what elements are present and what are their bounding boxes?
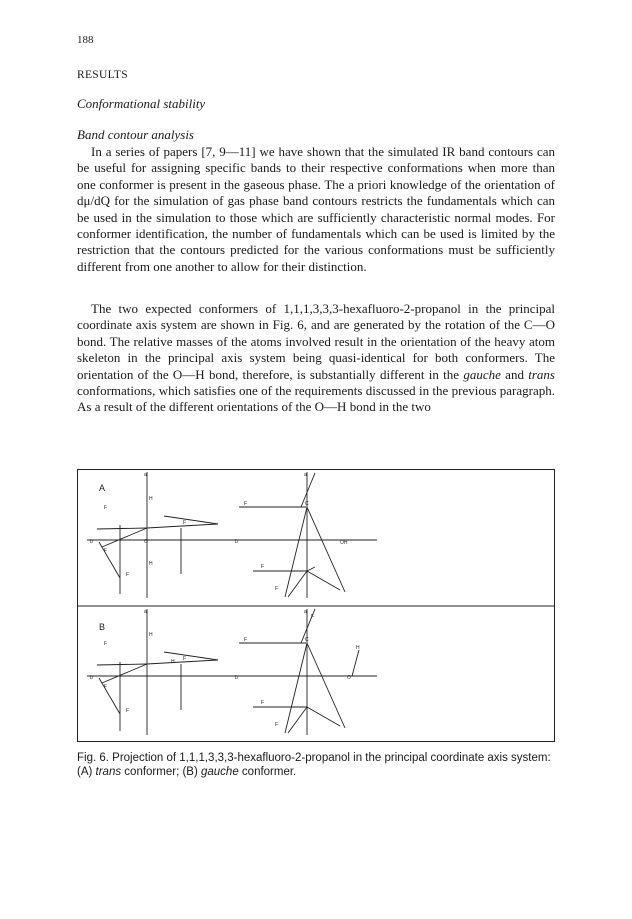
caption-gauche: gauche	[201, 766, 239, 778]
panel-a-atom-o: O	[144, 539, 148, 545]
panel-b-atom-c-right: C	[305, 637, 309, 643]
caption-prefix: Fig. 6. Projection of 1,1,1,3,3,3-hexafluoro-2-propanol in the principal coordinate axis system: (A)	[77, 752, 551, 778]
panel-b-atom-f8: F	[275, 722, 279, 728]
panel-a-atom-f5: F	[244, 501, 248, 507]
panel-a-label: A	[99, 483, 106, 493]
subsection-heading-band-contour: Band contour analysis	[77, 127, 194, 142]
panel-a-atom-f2: F	[183, 520, 187, 526]
panel-b-atom-o: O	[347, 675, 351, 681]
panel-b-atom-h2: H	[171, 659, 175, 665]
paragraph-conformers-gauche: gauche	[463, 366, 501, 382]
panel-b-axis-a-left: a	[144, 609, 147, 615]
panel-b-atom-f5: F	[311, 614, 315, 620]
caption-middle: conformer; (B)	[121, 766, 201, 778]
panel-a-atom-oh: OH	[340, 540, 348, 546]
caption-trans: trans	[95, 766, 122, 778]
panel-b-label: B	[99, 622, 106, 632]
paragraph-conformers-trans: trans	[528, 366, 555, 382]
subsection-heading-conformational-stability: Conformational stability	[77, 96, 206, 111]
panel-a-right-molecule	[227, 472, 377, 598]
panel-a-axis-a-left: a	[144, 472, 147, 478]
figure-6-caption	[77, 751, 555, 779]
page-number: 188	[77, 34, 94, 46]
figure-6	[77, 469, 555, 742]
paragraph-conformers	[77, 301, 555, 416]
panel-b-atom-f7: F	[261, 700, 265, 706]
panel-a-atom-c-right: C	[305, 501, 309, 507]
panel-b-axis-a-right: a	[304, 609, 307, 615]
caption-suffix: conformer.	[238, 766, 297, 778]
section-heading: RESULTS	[77, 69, 128, 81]
panel-b-atom-f2: F	[183, 656, 187, 662]
panel-a-axis-b-left: b	[90, 539, 93, 545]
panel-b-atom-h1: H	[149, 632, 153, 638]
figure-6-diagram	[77, 469, 555, 742]
panel-b-atom-h3: H	[356, 645, 360, 651]
panel-a-axis-b-right: b	[235, 539, 238, 545]
panel-a-atom-f6: F	[261, 564, 265, 570]
panel-a-atom-h1: H	[149, 496, 153, 502]
panel-b-axis-b-right: b	[235, 675, 238, 681]
panel-b-atom-f6: F	[244, 637, 248, 643]
panel-a-atom-f4: F	[126, 572, 130, 578]
paragraph-conformers-and: and	[500, 366, 529, 382]
panel-a-atom-h2: H	[149, 561, 153, 567]
paragraph-conformers-text-a: The two expected conformers of 1,1,1,3,3,3-hexafluoro-2-propanol in the principal coordinate axis system are shown in Fig. 6, and are generated by the rotation of the C—O bond. The relative masses of the atoms involved result in the orientation of the heavy atom skeleton in the principal axis system being quasi-identical for both conformers. The orientation of the O—H bond, therefore, is substantially different in the	[77, 301, 555, 382]
panel-a-atom-f3: F	[104, 548, 108, 554]
panel-a-atom-f1: F	[104, 505, 108, 511]
paragraph-band-contour: In a series of papers [7, 9—11] we have shown that the simulated IR band contours can be useful for assigning specific bands to their respective conformations when more than one conformer is present in the gaseous phase. The a priori knowledge of the orientation of dμ/dQ for the simulation of gas phase band contours restricts the fundamentals which can be used in the simulation to those which are sufficiently characteristic normal modes. For conformer identification, the number of fundamentals which can be used is limited by the restriction that the contours predicted for the various conformations must be sufficiently different from one another to allow for their distinction.	[77, 144, 555, 274]
panel-b-atom-f4: F	[126, 708, 130, 714]
panel-a-left-molecule	[87, 472, 227, 598]
panel-a-atom-f7: F	[275, 586, 279, 592]
panel-b-axis-b-left: b	[90, 675, 93, 681]
panel-a-axis-a-right: a	[304, 472, 307, 478]
panel-b-atom-f3: F	[104, 684, 108, 690]
paragraph-conformers-text-b: conformations, which satisfies one of the requirements discussed in the previous paragraph. As a result of the different orientations of the O—H bond in the two	[77, 383, 555, 415]
panel-b-left-molecule	[87, 609, 227, 735]
panel-b-right-molecule	[227, 609, 377, 735]
panel-b-atom-f1: F	[104, 641, 108, 647]
